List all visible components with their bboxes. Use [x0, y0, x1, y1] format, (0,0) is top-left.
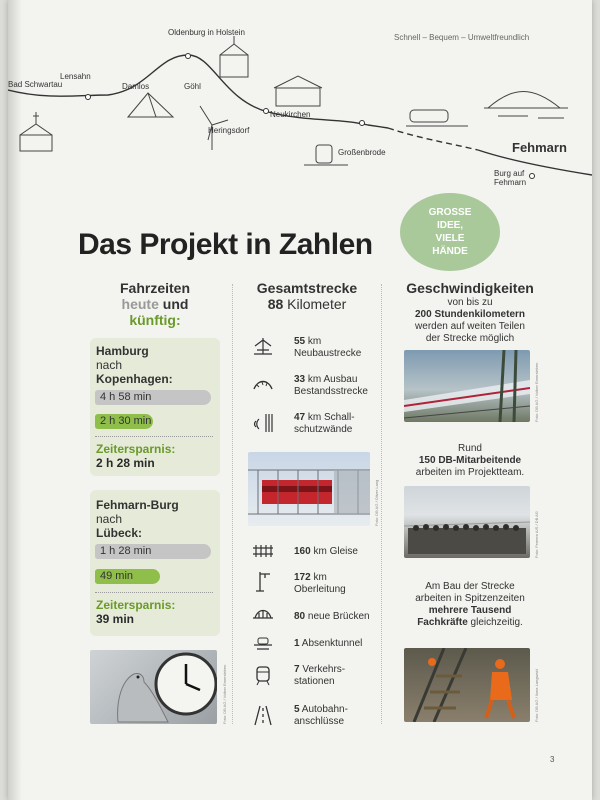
town-neukirchen: Neukirchen	[270, 110, 311, 119]
stat-highway-unit: Autobahn-	[301, 704, 348, 715]
stat-new-line-unit: km	[307, 336, 322, 347]
stat-bridges-unit: neue Brücken	[307, 611, 370, 622]
photo-train-noise-barrier	[248, 452, 370, 526]
rail-track-icon	[252, 540, 274, 562]
route1-from: Hamburg	[96, 344, 149, 358]
tagline: Schnell – Bequem – Umweltfreundlich	[394, 33, 530, 42]
route-card-hamburg-copenhagen	[90, 338, 220, 476]
speeds-value: 200 Stundenkilometern	[414, 309, 526, 320]
stat-new-line	[294, 336, 361, 360]
route-card-fehmarn-luebeck	[90, 490, 220, 636]
fehmarnsund-bridge-icon	[484, 92, 568, 119]
route1-today-bar: 4 h 58 min	[95, 390, 211, 405]
stat-sound-walls-value: 47	[294, 412, 306, 423]
highway-icon	[252, 704, 274, 726]
page-title: Das Projekt in Zahlen	[78, 228, 373, 261]
townhall-icon	[220, 36, 248, 77]
stat-new-line-value: 55	[294, 336, 306, 347]
travel-times-heading	[90, 280, 220, 328]
stat-catenary-label: Oberleitung	[294, 584, 346, 595]
heading-future: künftig:	[129, 312, 181, 328]
route2-today-bar: 1 h 28 min	[95, 544, 211, 559]
stat-tracks-unit: km Gleise	[313, 546, 358, 557]
stat-new-line-label: Neubaustrecke	[294, 348, 362, 359]
destination-fehmarn: Fehmarn	[512, 140, 567, 155]
right-photo2-credit: Foto: Femern A/S / DB AG	[534, 511, 539, 558]
stat-catenary	[294, 572, 346, 596]
stat-stations-unit: Verkehrs-	[302, 664, 346, 675]
route1-nach: nach	[96, 358, 123, 372]
route1-saving	[96, 442, 175, 470]
heading-and: und	[162, 296, 189, 312]
track-curve-icon	[252, 373, 274, 395]
town-grossenbrode: Großenbrode	[338, 148, 386, 157]
route1-future-bar: 2 h 30 min	[95, 414, 153, 429]
town-heringsdorf: Heringsdorf	[208, 126, 250, 135]
badge-line-3: VIELE	[435, 233, 465, 244]
route1-dotted-rule	[95, 436, 213, 437]
column-divider-left	[232, 284, 233, 724]
town-damlos: Damlos	[122, 82, 150, 91]
staff-value: 150 DB-Mitarbeitende	[418, 455, 522, 466]
stat-bridges-value: 80	[294, 611, 306, 622]
badge-line-2: IDEE,	[436, 220, 464, 231]
workers-label: Fachkräfte	[417, 617, 468, 628]
route1-saving-value: 2 h 28 min	[96, 456, 155, 470]
photo-fast-train	[404, 350, 530, 422]
workers-value: mehrere Tausend	[428, 605, 512, 616]
speeds-text	[392, 297, 548, 345]
bridge-pylon-icon	[252, 336, 274, 358]
stat-stations	[294, 664, 345, 688]
sound-wall-icon	[252, 412, 274, 434]
photo-project-team	[404, 486, 530, 558]
column-divider-right	[381, 284, 382, 724]
project-team-illustration	[404, 486, 530, 558]
fast-train-illustration	[404, 350, 530, 422]
stat-upgrade-unit: km Ausbau	[307, 374, 358, 385]
route1-saving-label: Zeitersparnis:	[96, 442, 176, 456]
photo-construction-workers	[404, 648, 530, 722]
construction-illustration	[404, 648, 530, 722]
speeds-line3: werden auf weiten Teilen	[415, 321, 525, 332]
route2-to: Lübeck:	[96, 526, 143, 540]
stat-highway	[294, 704, 348, 728]
staff-line3: arbeiten im Projektteam.	[415, 467, 525, 478]
tunnel-icon	[252, 633, 274, 655]
tent-icon	[128, 93, 173, 117]
stat-catenary-unit: km	[313, 572, 327, 583]
right-photo3-credit: Foto: DB AG / Ilona Langwald	[534, 669, 539, 722]
stat-sound-walls	[294, 412, 355, 436]
heading-today: heute	[121, 296, 159, 312]
town-goehl: Göhl	[184, 82, 201, 91]
staff-text	[392, 443, 548, 479]
stat-sound-walls-label: schutzwände	[294, 424, 353, 435]
workers-line2: arbeiten in Spitzenzeiten	[415, 593, 525, 604]
route2-saving	[96, 598, 175, 626]
workers-line5: gleichzeitig.	[470, 617, 523, 628]
stat-tracks	[294, 546, 358, 558]
photo-pigeon-clock	[90, 650, 217, 724]
right-photo1-credit: Foto: DB AG / Volker Emersleben	[534, 362, 539, 422]
total-route-km-unit: Kilometer	[287, 296, 347, 312]
stat-upgrade	[294, 374, 368, 398]
stat-stations-label: stationen	[294, 676, 335, 687]
stat-sound-walls-unit: km Schall-	[307, 412, 355, 423]
idea-badge	[400, 193, 500, 271]
town-burg-auf-fehmarn: Burg auf Fehmarn	[494, 169, 527, 187]
stat-catenary-value: 172	[294, 572, 311, 583]
station-icon	[252, 664, 274, 686]
route2-future-bar: 49 min	[95, 569, 160, 584]
left-photo-credit: Foto: DB AG / Volker Emersleben	[222, 664, 227, 724]
route1-to: Kopenhagen:	[96, 372, 173, 386]
stat-tunnel-unit: Absenktunnel	[301, 638, 363, 649]
total-route-heading	[236, 280, 378, 312]
bridge-icon	[252, 604, 274, 626]
workers-line1: Am Bau der Strecke	[425, 581, 515, 592]
route2-saving-value: 39 min	[96, 612, 135, 626]
stat-upgrade-label: Bestandsstrecke	[294, 386, 368, 397]
route2-dotted-rule	[95, 592, 213, 593]
house-icon	[274, 76, 322, 106]
catenary-mast-icon	[252, 570, 274, 592]
stat-tunnel-value: 1	[294, 638, 300, 649]
stat-stations-value: 7	[294, 664, 300, 675]
brochure-page	[8, 0, 592, 800]
speeds-heading: Geschwindigkeiten	[406, 280, 534, 296]
stat-upgrade-value: 33	[294, 374, 306, 385]
town-oldenburg: Oldenburg in Holstein	[168, 28, 245, 37]
stat-tunnel	[294, 638, 362, 650]
stat-highway-value: 5	[294, 704, 300, 715]
travel-times-heading-line1: Fahrzeiten	[119, 280, 190, 296]
badge-line-4: HÄNDE	[432, 246, 468, 257]
route2-saving-label: Zeitersparnis:	[96, 598, 176, 612]
stat-tracks-value: 160	[294, 546, 311, 557]
speeds-line4: der Strecke möglich	[425, 333, 515, 344]
stat-bridges	[294, 611, 370, 623]
pigeon-clock-illustration	[90, 650, 217, 724]
stat-highway-label: anschlüsse	[294, 716, 345, 727]
speeds-line1: von bis zu	[447, 297, 493, 308]
total-route-heading-line1: Gesamtstrecke	[256, 280, 358, 296]
route2-nach: nach	[96, 512, 123, 526]
middle-photo-credit: Foto: DB AG / Oliver Lang	[374, 479, 379, 526]
page-number: 3	[550, 755, 555, 764]
church-icon	[20, 112, 52, 151]
town-lensahn: Lensahn	[60, 72, 91, 81]
workers-text	[392, 581, 548, 629]
badge-line-1: GROSSE	[428, 207, 472, 218]
train-icon	[406, 110, 468, 126]
staff-line1: Rund	[458, 443, 482, 454]
total-route-km-value: 88	[267, 296, 284, 312]
train-barrier-illustration	[248, 452, 370, 526]
route2-from: Fehmarn-Burg	[96, 498, 179, 512]
town-bad-schwartau: Bad Schwartau	[8, 80, 63, 89]
